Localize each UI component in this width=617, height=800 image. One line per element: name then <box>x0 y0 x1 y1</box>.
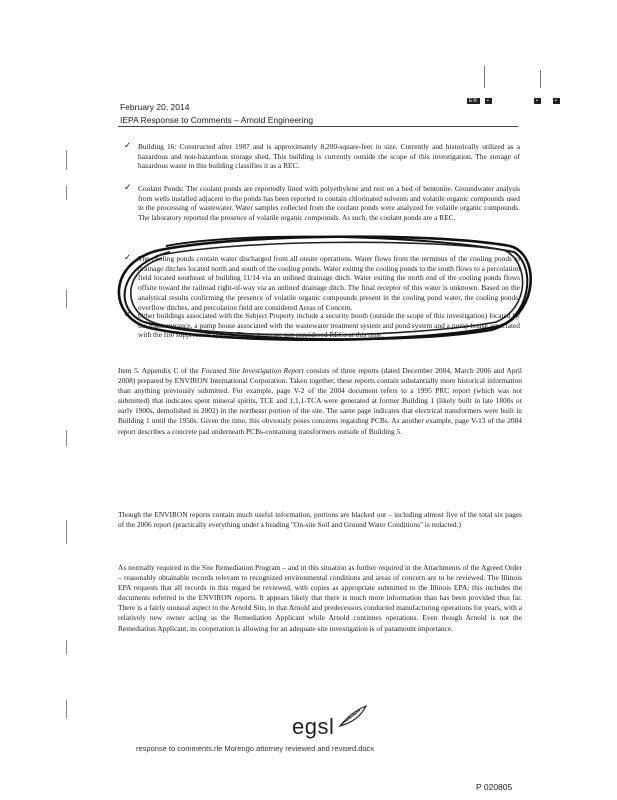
checkmark-icon: ✓ <box>124 253 132 263</box>
scan-mark <box>484 66 485 88</box>
footer-file-note: response to comments.rle Morengo attorney reviewed and revised.docx <box>136 744 375 753</box>
checkmark-icon: ✓ <box>124 141 132 151</box>
page-identifier: P 020805 <box>476 782 513 792</box>
bullet-text: Coolant Ponds: The coolant ponds are reportedly lined with polyethylene and rest on a bed of bentonite. Groundwater analysis from wells installed adjacent to the ponds has been reported to contain chlorinated solvents and volatile organic compounds used in the processing of wastewater. Water samples collected from the coolant ponds were analyzed for volatile organic compounds. The laboratory reported the presence of volatile organic compounds. As such, the coolant ponds are a REC. <box>138 184 520 223</box>
scan-mark <box>540 70 541 88</box>
margin-mark <box>66 290 67 308</box>
bullet-building-16 <box>124 141 520 171</box>
margin-mark <box>66 700 67 718</box>
feather-icon <box>338 704 368 728</box>
handwritten-circle <box>100 232 540 342</box>
margin-mark <box>66 430 67 446</box>
margin-mark <box>66 150 67 170</box>
header-divider <box>118 126 518 127</box>
scan-stamp: • <box>536 98 539 104</box>
report-title: Focused Site Investigation Report <box>201 366 304 375</box>
bullet-coolant-ponds <box>124 183 520 223</box>
checkmark-icon: ✓ <box>124 183 132 193</box>
document-date: February 20, 2014 <box>120 102 190 112</box>
item5-text-start: Item 5. Appendix C of the <box>118 366 202 375</box>
scan-stamp: • <box>555 98 558 104</box>
bullet-text: Building 16: Constructed after 1987 and is approximately 8,200-square-feet in size. Currently and historically utilized as a hazardous and non-hazardous storage shed. This building is currently outside the scope of this investigation. The storage of hazardous waste in this building classifies it as a REC. <box>138 142 520 171</box>
bullet-text: Other buildings associated with the Subject Property include a security booth (outside the scope of this investigation) located by the main entrance, a pump house associated with the wastewater treatment system and pond system and a pump house associated with the fire suppression system. These areas are not considered RECs at this time. <box>138 311 520 340</box>
margin-mark <box>66 520 67 544</box>
document-subtitle: IEPA Response to Comments – Arnold Engineering <box>120 115 314 125</box>
paragraph-environ: Though the ENVIRON reports contain much useful information, portions are blacked out – including almost five of the total six pages of the 2006 report (practically everything under a heading "On-site Soil and Ground Water Conditions" is redacted.) <box>118 510 522 530</box>
bullet-text: The cooling ponds contain water discharged from all onsite operations. Water flows from the terminus of the cooling ponds to drainage ditches located north and south of the cooling ponds. Water exiting the cooling ponds to the south flows to a percolation field located southeast of building 11/14 via an unlined drainage ditch. Water exiting the north end of the cooling ponds flows offsite toward the railroad right-of-way via an unlined drainage ditch. The final receptor of this water is unknown. Based on the analytical results confirming the presence of volatile organic compounds present in the cooling pond water, the cooling ponds, overflow ditches, and percolation field are considered Areas of Concern. <box>138 254 520 312</box>
paragraph-site-remediation: As normally required in the Site Remediation Program – and in this situation as further required in the Attachments of the Agreed Order – reasonably obtainable records relevant to recognized environmental conditions and areas of concern are to be reviewed. The Illinois EPA requests that all records in this regard be reviewed, with copies as appropriate submitted to the Illinois EPA; this includes the documents referred to the ENVIRON reports. It appears likely that there is much more information than has been provided thus far. There is a fairly unusual aspect to the Arnold Site, in that Arnold and predecessors conducted manufacturing operations for years, with a relatively new owner acting as the Remediation Applicant while Arnold continues operations. Even though Arnold is not the Remediation Applicant, its cooperation is allowing for an adequate site investigation is of paramount importance. <box>118 563 522 633</box>
scan-stamp: • <box>487 98 490 104</box>
margin-mark <box>66 640 67 654</box>
company-logo: egsl <box>292 714 335 739</box>
scan-stamp: ER <box>469 98 478 104</box>
checkmark-icon: ✓ <box>124 310 132 320</box>
item5-text-rest: consists of three reports (dated December 2004, March 2006 and April 2008) prepared by ENVIRON International Corporation. Taken together, these reports contain substantially more historical information than anything previously submitted. For example, page V-2 of the 2004 document refers to a 1995 PRC report (which was not submitted) that indicates spent mineral spirits, TCE and 1,1,1-TCA were generated at former Building 1 (likely built in late 1800s or early 1900s, demolished in 2002) in the northeast portion of the site. The same page indicates that electrical transformers were built in Building 1 until the 1950s. Given the time, this obviously poses concerns regarding PCBs. As another example, page V-13 of the 2004 report describes a concrete pad underneath PCBs-containing transformers outside of Building 5. <box>118 366 522 436</box>
paragraph-item-5 <box>118 366 522 437</box>
margin-mark <box>66 186 67 200</box>
